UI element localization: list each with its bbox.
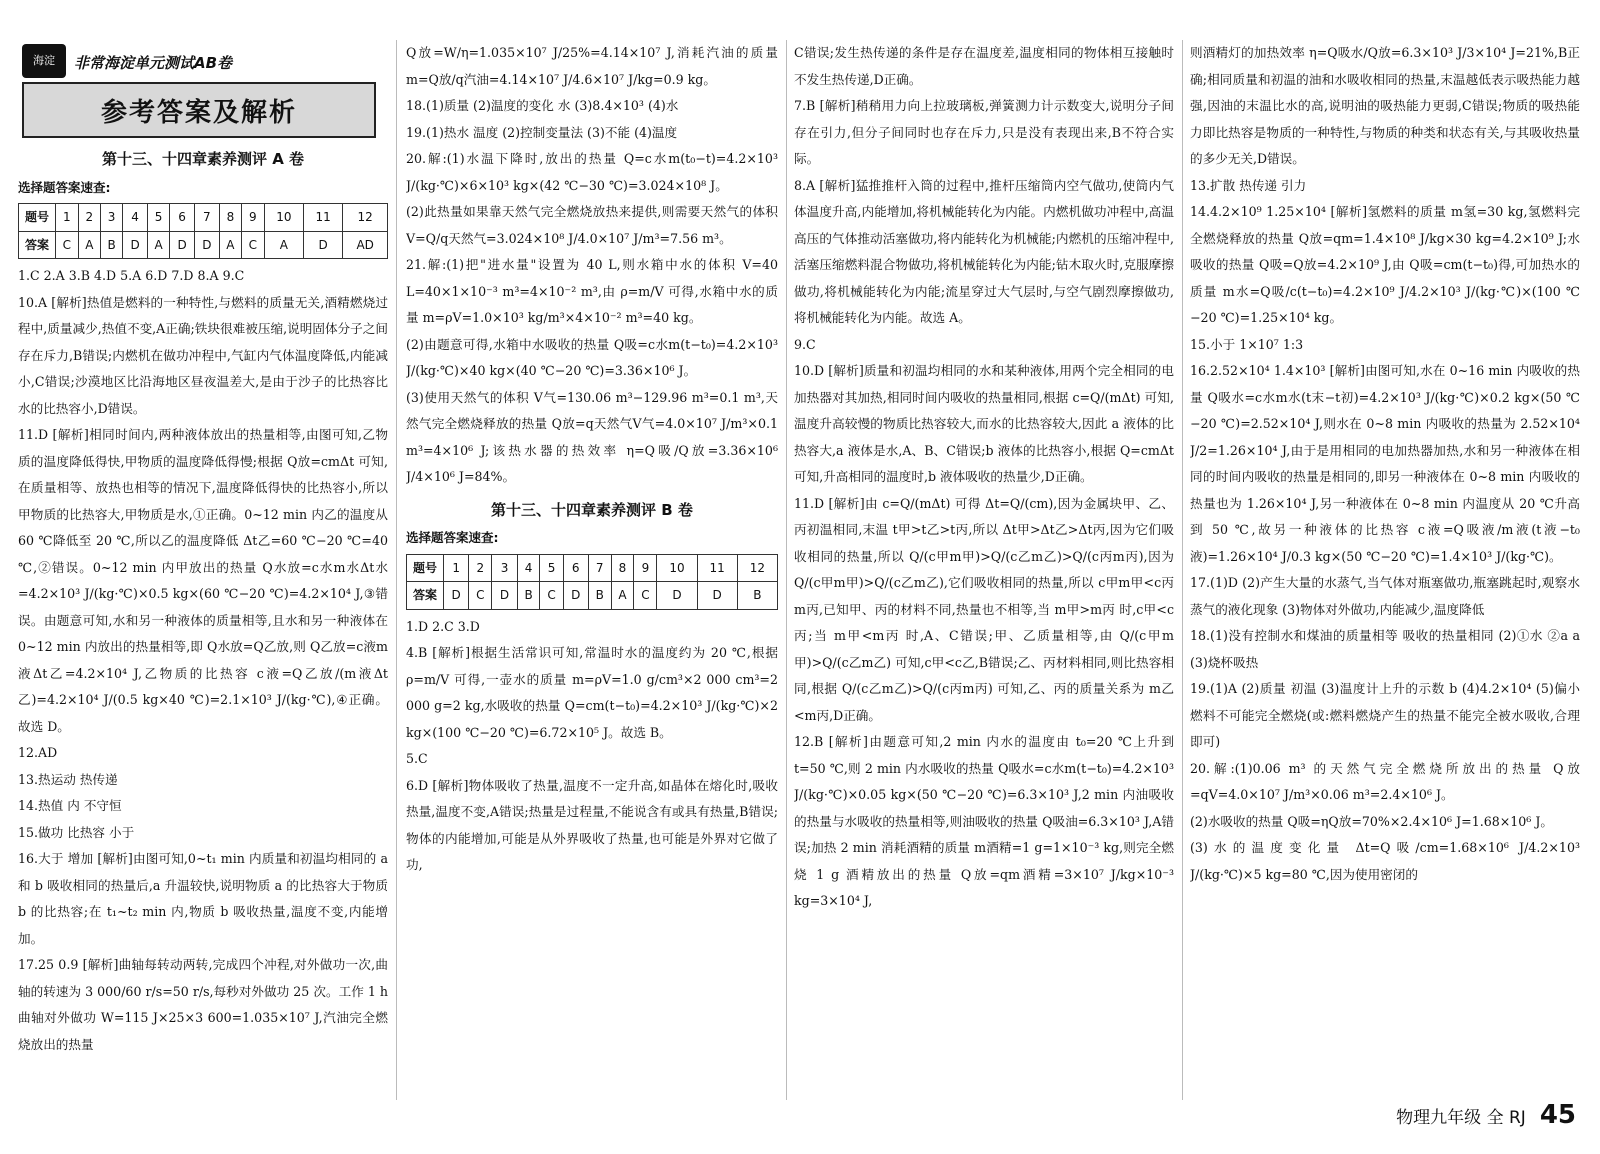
answer-paragraph: 15.做功 比热容 小于 <box>18 824 135 840</box>
answer-paragraph: 19.(1)热水 温度 (2)控制变量法 (3)不能 (4)温度 <box>406 124 678 140</box>
answer-cell: B <box>100 231 122 259</box>
column-3-body <box>794 40 1174 915</box>
answer-cell: B <box>737 582 777 610</box>
answer-paragraph: 4.B [解析]根据生活常识可知,常温时水的温度约为 20 ℃,根据 ρ=m/V 可得,一壶水的质量 m=ρV=1.0 g/cm³×2 000 cm³=2 000 g=2 kg,水吸收的热量 Q=cm(t−t₀)=4.2×10³ J/(kg·℃)×2 kg×(100 ℃−20 ℃)=6.72×10⁵ J。故选 B。 <box>406 645 778 740</box>
column-divider <box>396 40 397 1100</box>
section-a-heading: 第十三、十四章素养测评 A 卷 <box>101 150 305 168</box>
answer-cell: C <box>540 582 563 610</box>
answer-cell: C <box>242 231 265 259</box>
footer-subject: 物理九年级 全 RJ <box>1396 1107 1526 1128</box>
answer-paragraph: (2)水吸收的热量 Q吸=ηQ放=70%×2.4×10⁶ J=1.68×10⁶ J。 <box>1190 813 1554 829</box>
answer-cell: D <box>563 582 588 610</box>
question-number-cell: 2 <box>78 204 100 232</box>
answer-paragraph: 10.A [解析]热值是燃料的一种特性,与燃料的质量无关,酒精燃烧过程中,质量减少,热值不变,A正确;铁块很难被压缩,说明固体分子之间存在斥力,B错误;内燃机在做功冲程中,气缸内气体温度降低,内能减小,C错误;沙漠地区比沿海地区昼夜温差大,是由于沙子的比热容比水的比热容小,D错误。 <box>18 294 388 416</box>
answer-cell: B <box>517 582 540 610</box>
answer-paragraph: 12.B [解析]由题意可知,2 min 内水的温度由 t₀=20 ℃上升到 t=50 ℃,则 2 min 内水吸收的热量 Q吸水=c水m(t−t₀)=4.2×10³ J/(kg·℃)×0.05 kg×(50 ℃−20 ℃)=6.3×10³ J,2 min 内油吸收的热量与水吸收的热量相等,则油吸收的热量 Q吸油=6.3×10³ J,A错误;加热 2 min 消耗酒精的质量 m酒精=1 g=1×10⁻³ kg,则完全燃烧 1 g 酒精放出的热量 Q放=qm酒精=3×10⁷ J/kg×10⁻³ kg=3×10⁴ J, <box>794 734 1174 908</box>
answer-paragraph: 13.扩散 热传递 引力 <box>1190 177 1307 193</box>
column-divider <box>1182 40 1183 1100</box>
logo-text: 非常海淀单元测试AB卷 <box>74 54 233 72</box>
question-number-cell: 4 <box>123 204 148 232</box>
answer-paragraph: (3)使用天然气的体积 V气=130.06 m³−129.96 m³=0.1 m³,天然气完全燃烧释放的热量 Q放=q天然气V气=4.0×10⁷ J/m³×0.1 m³=4×10⁶ J;该热水器的热效率 η=Q吸/Q放=3.36×10⁶ J/4×10⁶ J=84%。 <box>406 389 778 484</box>
question-number-cell: 10 <box>264 204 303 232</box>
answer-paragraph: 6.D [解析]物体吸收了热量,温度不一定升高,如晶体在熔化时,吸收热量,温度不变,A错误;热量是过程量,不能说含有或具有热量,B错误;物体的内能增加,可能是从外界吸收了热量,也可能是外界对它做了功, <box>406 777 778 872</box>
column-2 <box>406 40 778 1100</box>
question-number-cell: 10 <box>657 554 697 582</box>
answer-paragraph: 5.C <box>406 751 428 766</box>
answer-cell: C <box>56 231 79 259</box>
answer-paragraph: 17.(1)D (2)产生大量的水蒸气,当气体对瓶塞做功,瓶塞跳起时,观察水蒸气的液化现象 (3)物体对外做功,内能减少,温度降低 <box>1190 575 1580 617</box>
question-number-cell: 8 <box>219 204 241 232</box>
row-header: 答案 <box>407 582 444 610</box>
answer-paragraph: 12.AD <box>18 745 58 760</box>
answer-value-row <box>407 582 778 610</box>
section-b-speed-label: 选择题答案速查: <box>406 530 499 545</box>
question-number-cell: 4 <box>517 554 540 582</box>
answer-cell: A <box>611 582 634 610</box>
answer-cell: D <box>444 582 469 610</box>
answer-paragraph: (3)水的温度变化量 Δt=Q吸/cm=1.68×10⁶ J/4.2×10³ J/(kg·℃)×5 kg=80 ℃,因为使用密闭的 <box>1190 840 1580 882</box>
answer-paragraph: Q放=W/η=1.035×10⁷ J/25%=4.14×10⁷ J,消耗汽油的质量 m=Q放/q汽油=4.14×10⁷ J/4.6×10⁷ J/kg=0.9 kg。 <box>406 45 778 87</box>
row-header: 题号 <box>19 204 56 232</box>
answer-cell: A <box>264 231 303 259</box>
answer-paragraph: 17.25 0.9 [解析]曲轴每转动两转,完成四个冲程,对外做功一次,曲轴的转速为 3 000/60 r/s=50 r/s,每秒对外做功 25 次。工作 1 h 曲轴对外做功 W=115 J×25×3 600=1.035×10⁷ J,汽油完全燃烧放出的热量 <box>18 957 388 1052</box>
answer-paragraph: 16.大于 增加 [解析]由图可知,0~t₁ min 内质量和初温均相同的 a 和 b 吸收相同的热量后,a 升温较快,说明物质 a 的比热容大于物质 b 的比热容;在 t₁~t₂ min 内,物质 b 吸收热量,温度不变,内能增加。 <box>18 851 388 946</box>
answer-cell: D <box>697 582 737 610</box>
answer-paragraph: 21.解:(1)把"进水量"设置为 40 L,则水箱中水的体积 V=40 L=40×1×10⁻³ m³=4×10⁻² m³,由 ρ=m/V 可得,水箱中水的质量 m=ρV=1.0×10³ kg/m³×4×10⁻² m³=40 kg。 <box>406 257 778 325</box>
question-number-cell: 3 <box>492 554 517 582</box>
answer-paragraph: 14.热值 内 不守恒 <box>18 798 122 813</box>
column-3 <box>794 40 1174 1100</box>
column-4 <box>1190 40 1580 1100</box>
answer-paragraph: (2)此热量如果靠天然气完全燃烧放热来提供,则需要天然气的体积 V=Q/q天然气=3.024×10⁸ J/4.0×10⁷ J/m³=7.56 m³。 <box>406 204 778 246</box>
row-header: 题号 <box>407 554 444 582</box>
column-4-body <box>1190 40 1580 888</box>
question-number-cell: 7 <box>195 204 220 232</box>
answer-paragraph: 18.(1)质量 (2)温度的变化 水 (3)8.4×10³ (4)水 <box>406 98 679 113</box>
section-a-speed-label: 选择题答案速查: <box>18 179 111 195</box>
answer-cell: D <box>195 231 220 259</box>
answer-paragraph: 11.D [解析]相同时间内,两种液体放出的热量相等,由图可知,乙物质的温度降低得快,甲物质的温度降低得慢;根据 Q放=cmΔt 可知,在质量相等、放热也相等的情况下,温度降低得快的比热容小,所以甲物质的比热容大,甲物质是水,①正确。0~12 min 内乙的温度从 60 ℃降低至 20 ℃,所以乙的温度降低 Δt乙=60 ℃−20 ℃=40 ℃,②错误。0~12 min 内甲放出的热量 Q水放=c水m水Δt水=4.2×10³ J/(kg·℃)×0.5 kg×(60 ℃−20 ℃)=4.2×10⁴ J,③错误。由题意可知,水和另一种液体的质量相等,且水和另一种液体在 0~12 min 内放出的热量相等,即 Q水放=Q乙放,则 Q乙放=c液m液Δt乙=4.2×10⁴ J,乙物质的比热容 c液=Q乙放/(m液Δt乙)=4.2×10⁴ J/(0.5 kg×40 ℃)=2.1×10³ J/(kg·℃),④正确。故选 D。 <box>18 427 388 734</box>
question-number-cell: 11 <box>304 204 343 232</box>
column-divider <box>786 40 787 1100</box>
answer-cell: C <box>634 582 657 610</box>
answer-cell: AD <box>343 231 388 259</box>
answer-paragraph: 10.D [解析]质量和初温均相同的水和某种液体,用两个完全相同的电加热器对其加热,相同时间内吸收的热量相同,根据 c=Q/(mΔt) 可知,温度升高较慢的物质比热容较大,而水的比热容较大,因此 a 液体的比热容大,a 液体是水,A、B、C错误;b 液体的比热容小,根据 Q=cmΔt 可知,升高相同的温度时,b 液体吸收的热量少,D正确。 <box>794 363 1174 484</box>
question-number-cell: 9 <box>242 204 265 232</box>
question-number-cell: 5 <box>147 204 169 232</box>
question-number-cell: 7 <box>588 554 611 582</box>
page-title: 参考答案及解析 <box>22 82 376 138</box>
question-number-cell: 6 <box>170 204 195 232</box>
answer-cell: D <box>657 582 697 610</box>
page-number: 45 <box>1539 1100 1576 1130</box>
section-b-heading: 第十三、十四章素养测评 B 卷 <box>491 500 693 519</box>
column-1 <box>18 140 388 1100</box>
answer-cell: C <box>469 582 492 610</box>
question-number-cell: 2 <box>469 554 492 582</box>
row-header: 答案 <box>19 231 56 259</box>
question-number-cell: 5 <box>540 554 563 582</box>
answer-cell: D <box>304 231 343 259</box>
question-number-cell: 12 <box>737 554 777 582</box>
page-footer <box>1396 1098 1576 1132</box>
answer-paragraph: 19.(1)A (2)质量 初温 (3)温度计上升的示数 b (4)4.2×10⁴ (5)偏小 燃料不可能完全燃烧(或:燃料燃烧产生的热量不能完全被水吸收,合理即可) <box>1190 681 1580 749</box>
question-number-cell: 1 <box>56 204 79 232</box>
answer-paragraph: 1.D 2.C 3.D <box>406 618 480 634</box>
column-2-body-continued <box>406 614 778 879</box>
answer-cell: A <box>219 231 241 259</box>
answer-cell: D <box>123 231 148 259</box>
answer-paragraph: 20.解:(1)0.06 m³ 的天然气完全燃烧所放出的热量 Q放=qV=4.0×10⁷ J/m³×0.06 m³=2.4×10⁶ J。 <box>1190 760 1580 802</box>
question-number-cell: 9 <box>634 554 657 582</box>
answer-cell: A <box>147 231 169 259</box>
answer-cell: D <box>170 231 195 259</box>
answer-paragraph: 14.4.2×10⁹ 1.25×10⁴ [解析]氢燃料的质量 m氢=30 kg,氢燃料完全燃烧释放的热量 Q放=qm=1.4×10⁸ J/kg×30 kg=4.2×10⁹ J;水吸收的热量 Q吸=Q放=4.2×10⁹ J,由 Q吸=cm(t−t₀)得,可加热水的质量 m水=Q吸/c(t−t₀)=4.2×10⁹ J/4.2×10³ J/(kg·℃)×(100 ℃−20 ℃)=1.25×10⁴ kg。 <box>1190 204 1580 325</box>
answer-cell: D <box>492 582 517 610</box>
question-number-cell: 3 <box>100 204 122 232</box>
column-2-body <box>406 40 778 491</box>
question-number-cell: 1 <box>444 554 469 582</box>
answer-paragraph: 13.热运动 热传递 <box>18 771 118 787</box>
question-number-cell: 8 <box>611 554 634 582</box>
answer-number-row <box>19 204 388 232</box>
answer-paragraph: 15.小于 1×10⁷ 1:3 <box>1190 336 1304 352</box>
section-b-answer-table <box>406 554 778 610</box>
column-1-body <box>18 263 388 1058</box>
answer-paragraph: 1.C 2.A 3.B 4.D 5.A 6.D 7.D 8.A 9.C <box>18 268 245 283</box>
question-number-cell: 12 <box>343 204 388 232</box>
logo-badge: 海淀 <box>22 44 66 78</box>
answer-paragraph: 16.2.52×10⁴ 1.4×10³ [解析]由图可知,水在 0~16 min 内吸收的热量 Q吸水=c水m水(t末−t初)=4.2×10³ J/(kg·℃)×0.2 kg×(50 ℃−20 ℃)=2.52×10⁴ J,则水在 0~8 min 内吸收的热量为 2.52×10⁴ J/2=1.26×10⁴ J,由于是用相同的电加热器加热,水和另一种液体在相同的时间内吸收的热量是相同的,即另一种液体在 0~8 min 内吸收的热量也为 1.26×10⁴ J,另一种液体在 0~8 min 内温度从 20 ℃升高到 50 ℃,故另一种液体的比热容 c液=Q吸液/m液(t液−t₀液)=1.26×10⁴ J/0.3 kg×(50 ℃−20 ℃)=1.4×10³ J/(kg·℃)。 <box>1190 363 1580 564</box>
answer-paragraph: 9.C <box>794 336 816 352</box>
answer-paragraph: 18.(1)没有控制水和煤油的质量相等 吸收的热量相同 (2)①水 ②a a (3)烧杯吸热 <box>1190 628 1580 670</box>
answer-cell: B <box>588 582 611 610</box>
answer-paragraph: 7.B [解析]稍稍用力向上拉玻璃板,弹簧测力计示数变大,说明分子间存在引力,但分子间同时也存在斥力,只是没有表现出来,B不符合实际。 <box>794 98 1174 166</box>
question-number-cell: 11 <box>697 554 737 582</box>
section-a-answer-table <box>18 203 388 259</box>
answer-cell: A <box>78 231 100 259</box>
answer-paragraph: 8.A [解析]猛推推杆入筒的过程中,推杆压缩筒内空气做功,使筒内气体温度升高,内能增加,将机械能转化为内能。内燃机做功冲程中,高温高压的气体推动活塞做功,将内能转化为机械能;内燃机的压缩冲程中,活塞压缩燃料混合物做功,将机械能转化为内能;钻木取火时,克服摩擦做功,将机械能转化为内能;流星穿过大气层时,与空气剧烈摩擦做功,将机械能转化为内能。故选 A。 <box>794 177 1174 325</box>
answer-paragraph: 则酒精灯的加热效率 η=Q吸水/Q放=6.3×10³ J/3×10⁴ J=21%,B正确;相同质量和初温的油和水吸收相同的热量,末温越低表示吸热能力越强,因油的末温比水的高,说明油的吸热能力更弱,C错误;物质的吸热能力即比热容是物质的一种特性,与物质的种类和状态有关,与其吸收热量的多少无关,D错误。 <box>1190 45 1580 166</box>
answer-paragraph: C错误;发生热传递的条件是存在温度差,温度相同的物体相互接触时不发生热传递,D正确。 <box>794 45 1174 87</box>
answer-paragraph: (2)由题意可得,水箱中水吸收的热量 Q吸=c水m(t−t₀)=4.2×10³ J/(kg·℃)×40 kg×(40 ℃−20 ℃)=3.36×10⁶ J。 <box>406 336 778 378</box>
answer-number-row <box>407 554 778 582</box>
answer-paragraph: 11.D [解析]由 c=Q/(mΔt) 可得 Δt=Q/(cm),因为金属块甲、乙、丙初温相同,末温 t甲>t乙>t丙,所以 Δt甲>Δt乙>Δt丙,因为它们吸收相同的热量,所以 Q/(c甲m甲)>Q/(c乙m乙)>Q/(c丙m丙),因为 Q/(c甲m甲)>Q/(c乙m乙),它们吸收相同的热量,所以 c甲m甲<c丙m丙,已知甲、丙的材料不同,热量也不相等,当 m甲>m丙 时,c甲<c丙;当 m甲<m丙 时,A、C错误;甲、乙质量相等,由 Q/(c甲m甲)>Q/(c乙m乙) 可知,c甲<c乙,B错误;乙、丙材料相同,则比热容相同,根据 Q/(c乙m乙)>Q/(c丙m丙) 可知,乙、丙的质量关系为 m乙<m丙,D正确。 <box>794 495 1174 723</box>
publisher-logo <box>22 44 352 80</box>
answer-value-row <box>19 231 388 259</box>
answer-paragraph: 20.解:(1)水温下降时,放出的热量 Q=c水m(t₀−t)=4.2×10³ J/(kg·℃)×6×10³ kg×(42 ℃−30 ℃)=3.024×10⁸ J。 <box>406 151 778 193</box>
question-number-cell: 6 <box>563 554 588 582</box>
